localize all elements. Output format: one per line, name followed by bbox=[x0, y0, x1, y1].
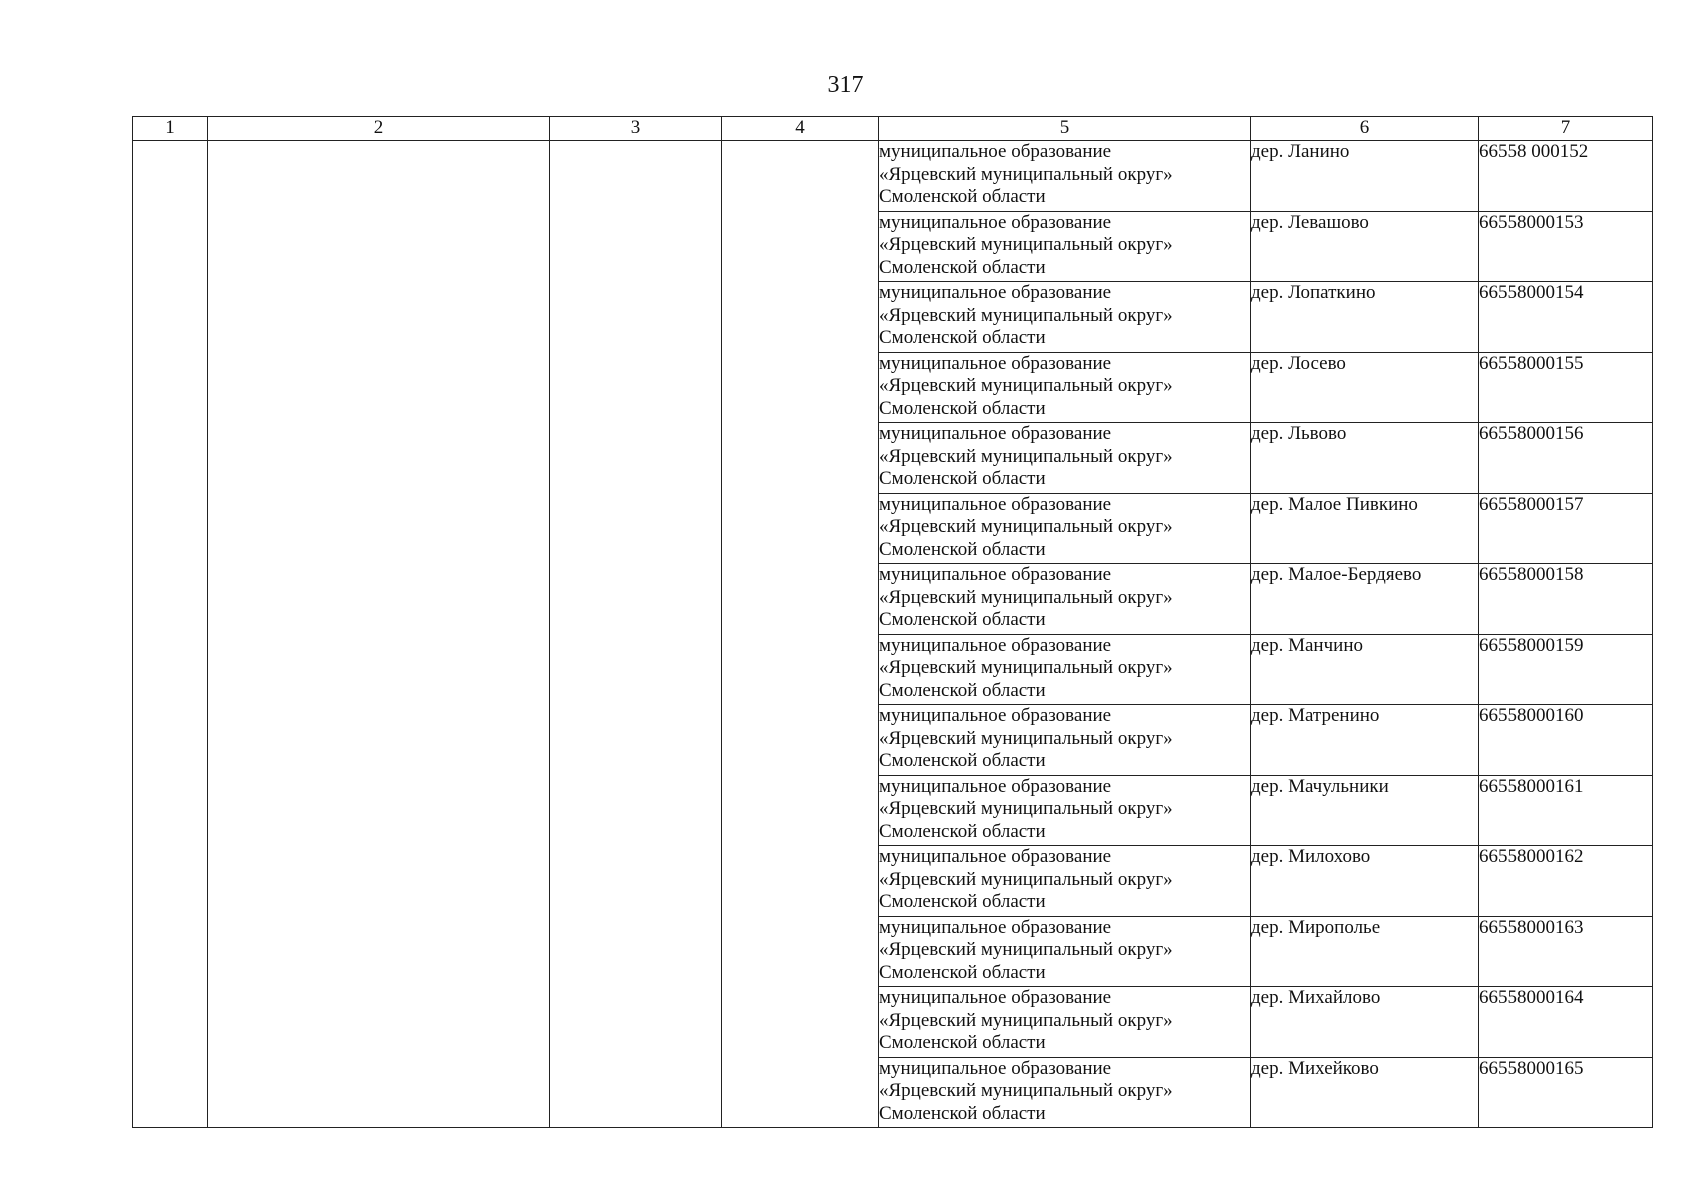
municipality-text-line: Смоленской области bbox=[879, 538, 1046, 560]
empty-cell-col-1 bbox=[133, 1057, 208, 1128]
settlement-cell: дер. Милохово bbox=[1251, 846, 1479, 917]
empty-cell-col-2 bbox=[208, 846, 550, 917]
municipality-text-line: муниципальное образование bbox=[879, 916, 1112, 938]
municipality-text-line: муниципальное образование bbox=[879, 352, 1112, 374]
municipality-text-line: муниципальное образование bbox=[879, 564, 1112, 585]
municipality-text-line: «Ярцевский муниципальный округ» bbox=[879, 939, 1173, 960]
empty-cell-col-1 bbox=[133, 916, 208, 987]
municipality-text-line: муниципальное образование bbox=[879, 493, 1112, 515]
empty-cell-col-1 bbox=[133, 352, 208, 423]
oktmo-code-cell: 66558000153 bbox=[1479, 211, 1653, 282]
municipality-text-line: Смоленской области bbox=[879, 327, 1046, 348]
municipality-cell bbox=[879, 1057, 1251, 1128]
municipality-cell bbox=[879, 141, 1251, 212]
table-row bbox=[133, 846, 1653, 917]
oktmo-code-cell: 66558000158 bbox=[1479, 564, 1653, 635]
municipality-text-line: Смоленской области bbox=[879, 679, 1046, 701]
empty-cell-col-3 bbox=[550, 564, 722, 635]
municipality-text-line: «Ярцевский муниципальный округ» bbox=[879, 1080, 1173, 1101]
municipality-text-line: муниципальное образование bbox=[879, 282, 1112, 303]
empty-cell-col-4 bbox=[722, 1057, 879, 1128]
settlement-cell: дер. Манчино bbox=[1251, 634, 1479, 705]
oktmo-code-cell: 66558000160 bbox=[1479, 705, 1653, 776]
empty-cell-col-3 bbox=[550, 352, 722, 423]
column-number-5: 5 bbox=[879, 117, 1251, 141]
table-row bbox=[133, 634, 1653, 705]
oktmo-code-cell: 66558000156 bbox=[1479, 423, 1653, 494]
municipality-text-line: «Ярцевский муниципальный округ» bbox=[879, 516, 1173, 537]
municipality-text-line: «Ярцевский муниципальный округ» bbox=[879, 234, 1173, 255]
settlement-cell: дер. Львово bbox=[1251, 423, 1479, 494]
empty-cell-col-3 bbox=[550, 634, 722, 705]
oktmo-code-cell: 66558000159 bbox=[1479, 634, 1653, 705]
municipality-cell bbox=[879, 987, 1251, 1058]
registry-table bbox=[132, 116, 1653, 1128]
table-row bbox=[133, 423, 1653, 494]
empty-cell-col-3 bbox=[550, 1057, 722, 1128]
empty-cell-col-2 bbox=[208, 564, 550, 635]
municipality-text-line: Смоленской области bbox=[879, 1032, 1046, 1053]
municipality-text-line: Смоленской области bbox=[879, 397, 1046, 419]
empty-cell-col-3 bbox=[550, 141, 722, 212]
table-row bbox=[133, 916, 1653, 987]
municipality-text-line: Смоленской области bbox=[879, 186, 1046, 207]
oktmo-code-cell: 66558000165 bbox=[1479, 1057, 1653, 1128]
empty-cell-col-1 bbox=[133, 775, 208, 846]
empty-cell-col-4 bbox=[722, 564, 879, 635]
empty-cell-col-3 bbox=[550, 282, 722, 353]
column-number-7: 7 bbox=[1479, 117, 1653, 141]
empty-cell-col-4 bbox=[722, 916, 879, 987]
municipality-text-line: «Ярцевский муниципальный округ» bbox=[879, 304, 1173, 326]
empty-cell-col-1 bbox=[133, 705, 208, 776]
oktmo-code-cell: 66558000162 bbox=[1479, 846, 1653, 917]
empty-cell-col-3 bbox=[550, 846, 722, 917]
municipality-text-line: Смоленской области bbox=[879, 820, 1046, 842]
empty-cell-col-4 bbox=[722, 987, 879, 1058]
table-row bbox=[133, 493, 1653, 564]
empty-cell-col-4 bbox=[722, 141, 879, 212]
municipality-text-line: «Ярцевский муниципальный округ» bbox=[879, 586, 1173, 608]
table-row bbox=[133, 775, 1653, 846]
municipality-cell bbox=[879, 634, 1251, 705]
settlement-cell: дер. Матренино bbox=[1251, 705, 1479, 776]
empty-cell-col-2 bbox=[208, 705, 550, 776]
municipality-cell bbox=[879, 705, 1251, 776]
oktmo-code-cell: 66558000163 bbox=[1479, 916, 1653, 987]
municipality-text-line: муниципальное образование bbox=[879, 846, 1112, 867]
municipality-cell bbox=[879, 282, 1251, 353]
empty-cell-col-3 bbox=[550, 987, 722, 1058]
municipality-text-line: Смоленской области bbox=[879, 609, 1046, 630]
empty-cell-col-1 bbox=[133, 141, 208, 212]
empty-cell-col-4 bbox=[722, 775, 879, 846]
table-row bbox=[133, 141, 1653, 212]
empty-cell-col-4 bbox=[722, 846, 879, 917]
municipality-text-line: «Ярцевский муниципальный округ» bbox=[879, 657, 1173, 678]
empty-cell-col-4 bbox=[722, 705, 879, 776]
column-number-4: 4 bbox=[722, 117, 879, 141]
municipality-text-line: «Ярцевский муниципальный округ» bbox=[879, 868, 1173, 890]
municipality-cell bbox=[879, 846, 1251, 917]
municipality-text-line: «Ярцевский муниципальный округ» bbox=[879, 375, 1173, 396]
municipality-text-line: Смоленской области bbox=[879, 1102, 1046, 1124]
municipality-text-line: Смоленской области bbox=[879, 468, 1046, 489]
column-number-3: 3 bbox=[550, 117, 722, 141]
municipality-text-line: муниципальное образование bbox=[879, 423, 1112, 444]
settlement-cell: дер. Малое-Бердяево bbox=[1251, 564, 1479, 635]
empty-cell-col-4 bbox=[722, 352, 879, 423]
empty-cell-col-2 bbox=[208, 916, 550, 987]
table-row bbox=[133, 987, 1653, 1058]
oktmo-code-cell: 66558000161 bbox=[1479, 775, 1653, 846]
empty-cell-col-4 bbox=[722, 282, 879, 353]
table-row bbox=[133, 705, 1653, 776]
oktmo-code-cell: 66558000157 bbox=[1479, 493, 1653, 564]
empty-cell-col-4 bbox=[722, 423, 879, 494]
page-number: 317 bbox=[827, 72, 864, 98]
municipality-text-line: «Ярцевский муниципальный округ» bbox=[879, 163, 1173, 185]
table-row bbox=[133, 564, 1653, 635]
empty-cell-col-2 bbox=[208, 987, 550, 1058]
empty-cell-col-1 bbox=[133, 634, 208, 705]
column-number-1: 1 bbox=[133, 117, 208, 141]
municipality-cell bbox=[879, 423, 1251, 494]
municipality-text-line: муниципальное образование bbox=[879, 987, 1112, 1008]
municipality-text-line: Смоленской области bbox=[879, 961, 1046, 983]
settlement-cell: дер. Михейково bbox=[1251, 1057, 1479, 1128]
municipality-text-line: муниципальное образование bbox=[879, 1057, 1112, 1079]
settlement-cell: дер. Малое Пивкино bbox=[1251, 493, 1479, 564]
oktmo-code-cell: 66558000154 bbox=[1479, 282, 1653, 353]
oktmo-code-cell: 66558000155 bbox=[1479, 352, 1653, 423]
municipality-text-line: муниципальное образование bbox=[879, 705, 1112, 726]
municipality-text-line: «Ярцевский муниципальный округ» bbox=[879, 798, 1173, 819]
empty-cell-col-3 bbox=[550, 423, 722, 494]
municipality-cell bbox=[879, 775, 1251, 846]
municipality-cell bbox=[879, 916, 1251, 987]
empty-cell-col-2 bbox=[208, 141, 550, 212]
empty-cell-col-2 bbox=[208, 634, 550, 705]
empty-cell-col-2 bbox=[208, 211, 550, 282]
empty-cell-col-2 bbox=[208, 493, 550, 564]
empty-cell-col-3 bbox=[550, 493, 722, 564]
empty-cell-col-2 bbox=[208, 423, 550, 494]
municipality-text-line: муниципальное образование bbox=[879, 634, 1112, 656]
table-row bbox=[133, 211, 1653, 282]
empty-cell-col-2 bbox=[208, 352, 550, 423]
municipality-cell bbox=[879, 211, 1251, 282]
municipality-text-line: Смоленской области bbox=[879, 891, 1046, 912]
oktmo-code-cell: 66558000164 bbox=[1479, 987, 1653, 1058]
empty-cell-col-3 bbox=[550, 775, 722, 846]
settlement-cell: дер. Ланино bbox=[1251, 141, 1479, 212]
column-number-6: 6 bbox=[1251, 117, 1479, 141]
municipality-text-line: Смоленской области bbox=[879, 256, 1046, 278]
empty-cell-col-1 bbox=[133, 564, 208, 635]
empty-cell-col-4 bbox=[722, 211, 879, 282]
empty-cell-col-1 bbox=[133, 423, 208, 494]
empty-cell-col-1 bbox=[133, 211, 208, 282]
table-row bbox=[133, 1057, 1653, 1128]
municipality-text-line: муниципальное образование bbox=[879, 141, 1112, 162]
column-number-2: 2 bbox=[208, 117, 550, 141]
municipality-text-line: «Ярцевский муниципальный округ» bbox=[879, 1009, 1173, 1031]
column-number-row bbox=[133, 117, 1653, 141]
oktmo-code-cell: 66558 000152 bbox=[1479, 141, 1653, 212]
empty-cell-col-3 bbox=[550, 916, 722, 987]
table-row bbox=[133, 282, 1653, 353]
municipality-cell bbox=[879, 564, 1251, 635]
municipality-text-line: «Ярцевский муниципальный округ» bbox=[879, 445, 1173, 467]
empty-cell-col-3 bbox=[550, 705, 722, 776]
empty-cell-col-2 bbox=[208, 282, 550, 353]
empty-cell-col-2 bbox=[208, 1057, 550, 1128]
empty-cell-col-1 bbox=[133, 493, 208, 564]
settlement-cell: дер. Михайлово bbox=[1251, 987, 1479, 1058]
municipality-cell bbox=[879, 493, 1251, 564]
settlement-cell: дер. Лосево bbox=[1251, 352, 1479, 423]
municipality-text-line: «Ярцевский муниципальный округ» bbox=[879, 727, 1173, 749]
empty-cell-col-1 bbox=[133, 987, 208, 1058]
municipality-text-line: муниципальное образование bbox=[879, 211, 1112, 233]
settlement-cell: дер. Лопаткино bbox=[1251, 282, 1479, 353]
table-row bbox=[133, 352, 1653, 423]
empty-cell-col-2 bbox=[208, 775, 550, 846]
empty-cell-col-4 bbox=[722, 493, 879, 564]
municipality-cell bbox=[879, 352, 1251, 423]
settlement-cell: дер. Мирополье bbox=[1251, 916, 1479, 987]
settlement-cell: дер. Левашово bbox=[1251, 211, 1479, 282]
empty-cell-col-1 bbox=[133, 282, 208, 353]
empty-cell-col-4 bbox=[722, 634, 879, 705]
empty-cell-col-1 bbox=[133, 846, 208, 917]
settlement-cell: дер. Мачульники bbox=[1251, 775, 1479, 846]
municipality-text-line: Смоленской области bbox=[879, 750, 1046, 771]
municipality-text-line: муниципальное образование bbox=[879, 775, 1112, 797]
empty-cell-col-3 bbox=[550, 211, 722, 282]
